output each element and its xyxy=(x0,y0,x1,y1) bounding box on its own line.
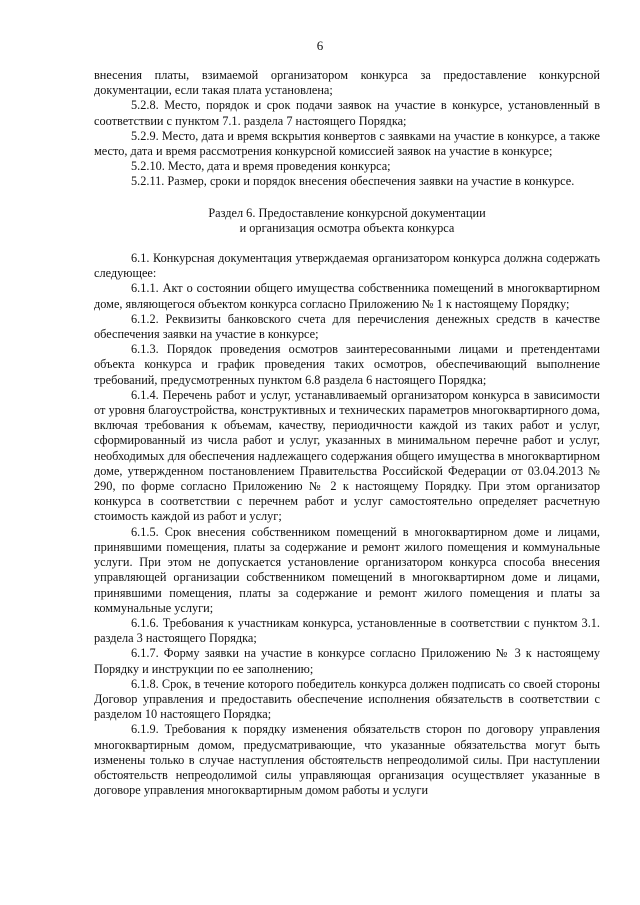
section-heading-line-1: Раздел 6. Предоставление конкурсной документации xyxy=(208,205,486,220)
section-heading-line-2: и организация осмотра объекта конкурса xyxy=(239,220,455,235)
paragraph-continuation: внесения платы, взимаемой организатором конкурса за предоставление конкурсной документации, если такая плата установлена; xyxy=(94,68,600,98)
paragraph-6-1-7: 6.1.7. Форму заявки на участие в конкурсе согласно Приложению № 3 к настоящему Порядку и инструкции по ее заполнению; xyxy=(94,646,600,676)
paragraph-6-1: 6.1. Конкурсная документация утверждаемая организатором конкурса должна содержать следующее: xyxy=(94,251,600,281)
paragraph-6-1-3: 6.1.3. Порядок проведения осмотров заинтересованными лицами и претендентами объекта конкурса и график проведения таких осмотров, обеспечивающий выполнение требований, предусмотренных пунктом 6.8 раздела 6 настоящего Порядка; xyxy=(94,342,600,387)
paragraph-5-2-10: 5.2.10. Место, дата и время проведения конкурса; xyxy=(131,159,391,174)
paragraph-5-2-11: 5.2.11. Размер, сроки и порядок внесения обеспечения заявки на участие в конкурсе. xyxy=(131,174,575,189)
document-body xyxy=(94,68,600,798)
page-number: 6 xyxy=(316,38,324,53)
paragraph-6-1-9: 6.1.9. Требования к порядку изменения обязательств сторон по договору управления многоквартирным домом, предусматривающие, что указанные обязательства могут быть изменены только в случае наступления обстоятельств непреодолимой силы. При наступлении обстоятельств непреодолимой силы управляющая организация осуществляет указанные в договоре управления многоквартирным домом работы и услуги xyxy=(94,722,600,798)
paragraph-6-1-2: 6.1.2. Реквизиты банковского счета для перечисления денежных средств в качестве обеспечения заявки на участие в конкурсе; xyxy=(94,311,600,342)
paragraph-6-1-4: 6.1.4. Перечень работ и услуг, устанавливаемый организатором конкурса в зависимости от уровня благоустройства, конструктивных и технических параметров многоквартирного дома, включая требования к объемам, качеству, периодичности каждой из таких работ и услуг, сформированный из числа работ и услуг, указанных в минимальном перечне работ и услуг, необходимых для обеспечения надлежащего содержания общего имущества в многоквартирном доме, утвержденном постановлением Правительства Российской Федерации от 03.04.2013 № 290, по форме согласно Приложению № 2 к настоящему Порядку. При этом организатор конкурса в соответствии с перечнем работ и услуг самостоятельно определяет расчетную стоимость каждой из работ и услуг; xyxy=(94,387,600,524)
paragraph-6-1-5: 6.1.5. Срок внесения собственником помещений в многоквартирном доме и лицами, принявшими помещения, платы за содержание и ремонт жилого помещения и коммунальные услуги. При этом не допускается установление организатором конкурса способа внесения управляющей организации собственником помещений в многоквартирном доме и лицами, принявшими помещения, платы за содержание и ремонт жилого помещения и платы за коммунальные услуги; xyxy=(94,524,600,615)
paragraph-5-2-9: 5.2.9. Место, дата и время вскрытия конвертов с заявками на участие в конкурсе, а также место, дата и время рассмотрения конкурсной комиссией заявок на участие в конкурсе; xyxy=(94,128,600,159)
paragraph-6-1-1: 6.1.1. Акт о состоянии общего имущества собственника помещений в многоквартирном доме, являющегося объектом конкурса согласно Приложению № 1 к настоящему Порядку; xyxy=(94,281,600,311)
paragraph-6-1-6: 6.1.6. Требования к участникам конкурса, установленные в соответствии с пунктом 3.1. раздела 3 настоящего Порядка; xyxy=(94,615,600,646)
paragraph-6-1-8: 6.1.8. Срок, в течение которого победитель конкурса должен подписать со своей стороны Договор управления и предоставить обеспечение исполнения обязательств в соответствии с разделом 10 настоящего Порядка; xyxy=(94,676,600,722)
paragraph-5-2-8: 5.2.8. Место, порядок и срок подачи заявок на участие в конкурсе, установленный в соответствии с пунктом 7.1. раздела 7 настоящего Порядка; xyxy=(94,98,600,128)
section-6-heading xyxy=(94,206,600,236)
